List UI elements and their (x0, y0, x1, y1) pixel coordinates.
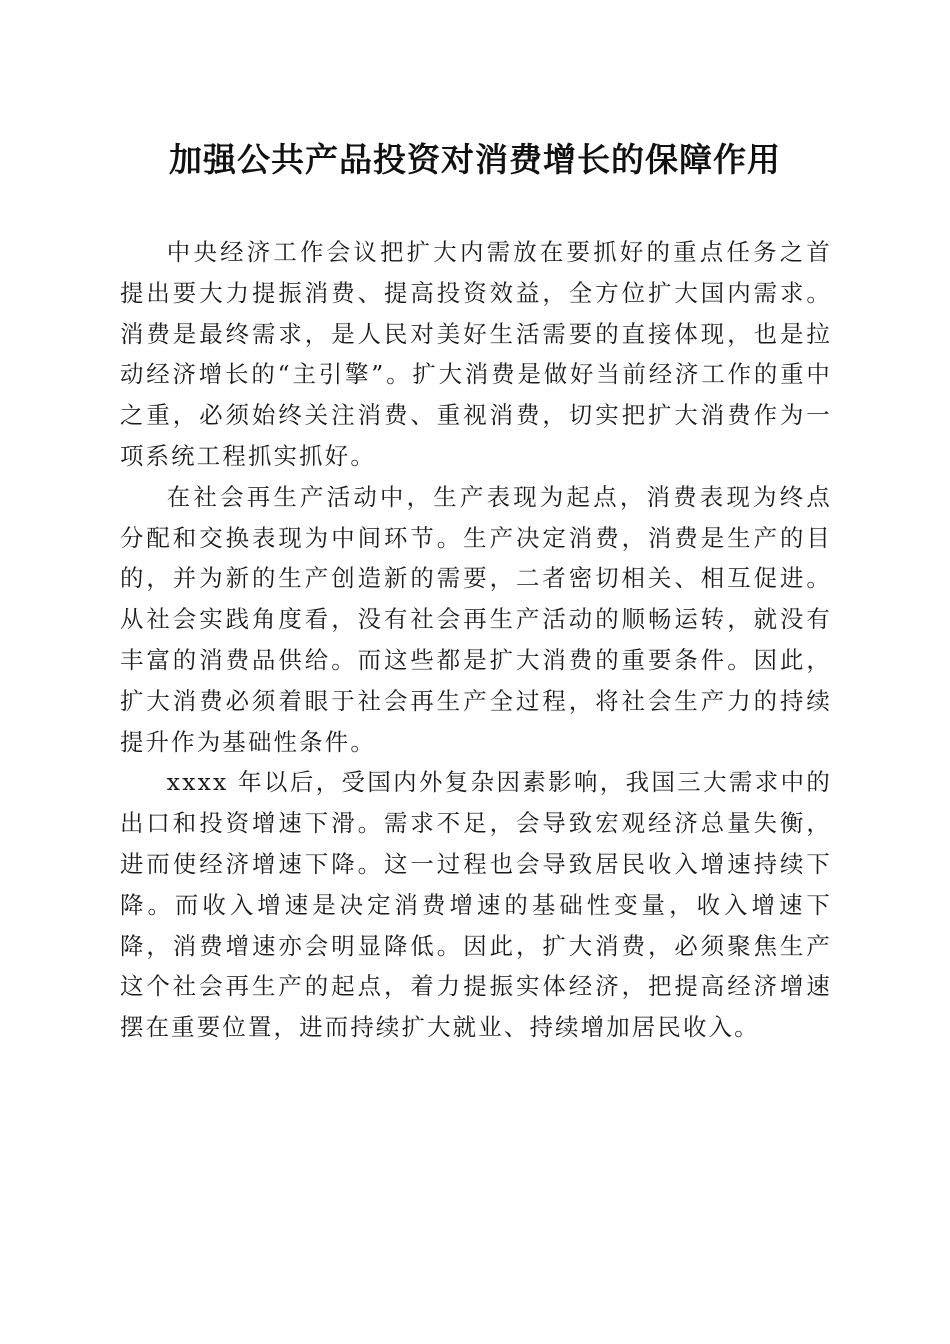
paragraph-3: xxxx 年以后，受国内外复杂因素影响，我国三大需求中的出口和投资增速下滑。需求不足，会导致宏观经济总量失衡，进而使经济增速下降。这一过程也会导致居民收入增速持续下降。而收入增速是决定消费增速的基础性变量，收入增速下降，消费增速亦会明显降低。因此，扩大消费，必须聚焦生产这个社会再生产的起点，着力提振实体经济，把提高经济增速摆在重要位置，进而持续扩大就业、持续增加居民收入。 (120, 768, 832, 1042)
document-body (120, 232, 832, 1048)
paragraph-2: 在社会再生产活动中，生产表现为起点，消费表现为终点分配和交换表现为中间环节。生产决定消费，消费是生产的目的，并为新的生产创造新的需要，二者密切相关、相互促进。从社会实践角度看，没有社会再生产活动的顺畅运转，就没有丰富的消费品供给。而这些都是扩大消费的重要条件。因此，扩大消费必须着眼于社会再生产全过程，将社会生产力的持续提升作为基础性条件。 (120, 482, 832, 756)
document-title: 加强公共产品投资对消费增长的保障作用 (169, 140, 781, 179)
paragraph-1: 中央经济工作会议把扩大内需放在要抓好的重点任务之首提出要大力提振消费、提高投资效益，全方位扩大国内需求。消费是最终需求，是人民对美好生活需要的直接体现，也是拉动经济增长的“主引擎”。扩大消费是做好当前经济工作的重中之重，必须始终关注消费、重视消费，切实把扩大消费作为一项系统工程抓实抓好。 (120, 238, 832, 470)
